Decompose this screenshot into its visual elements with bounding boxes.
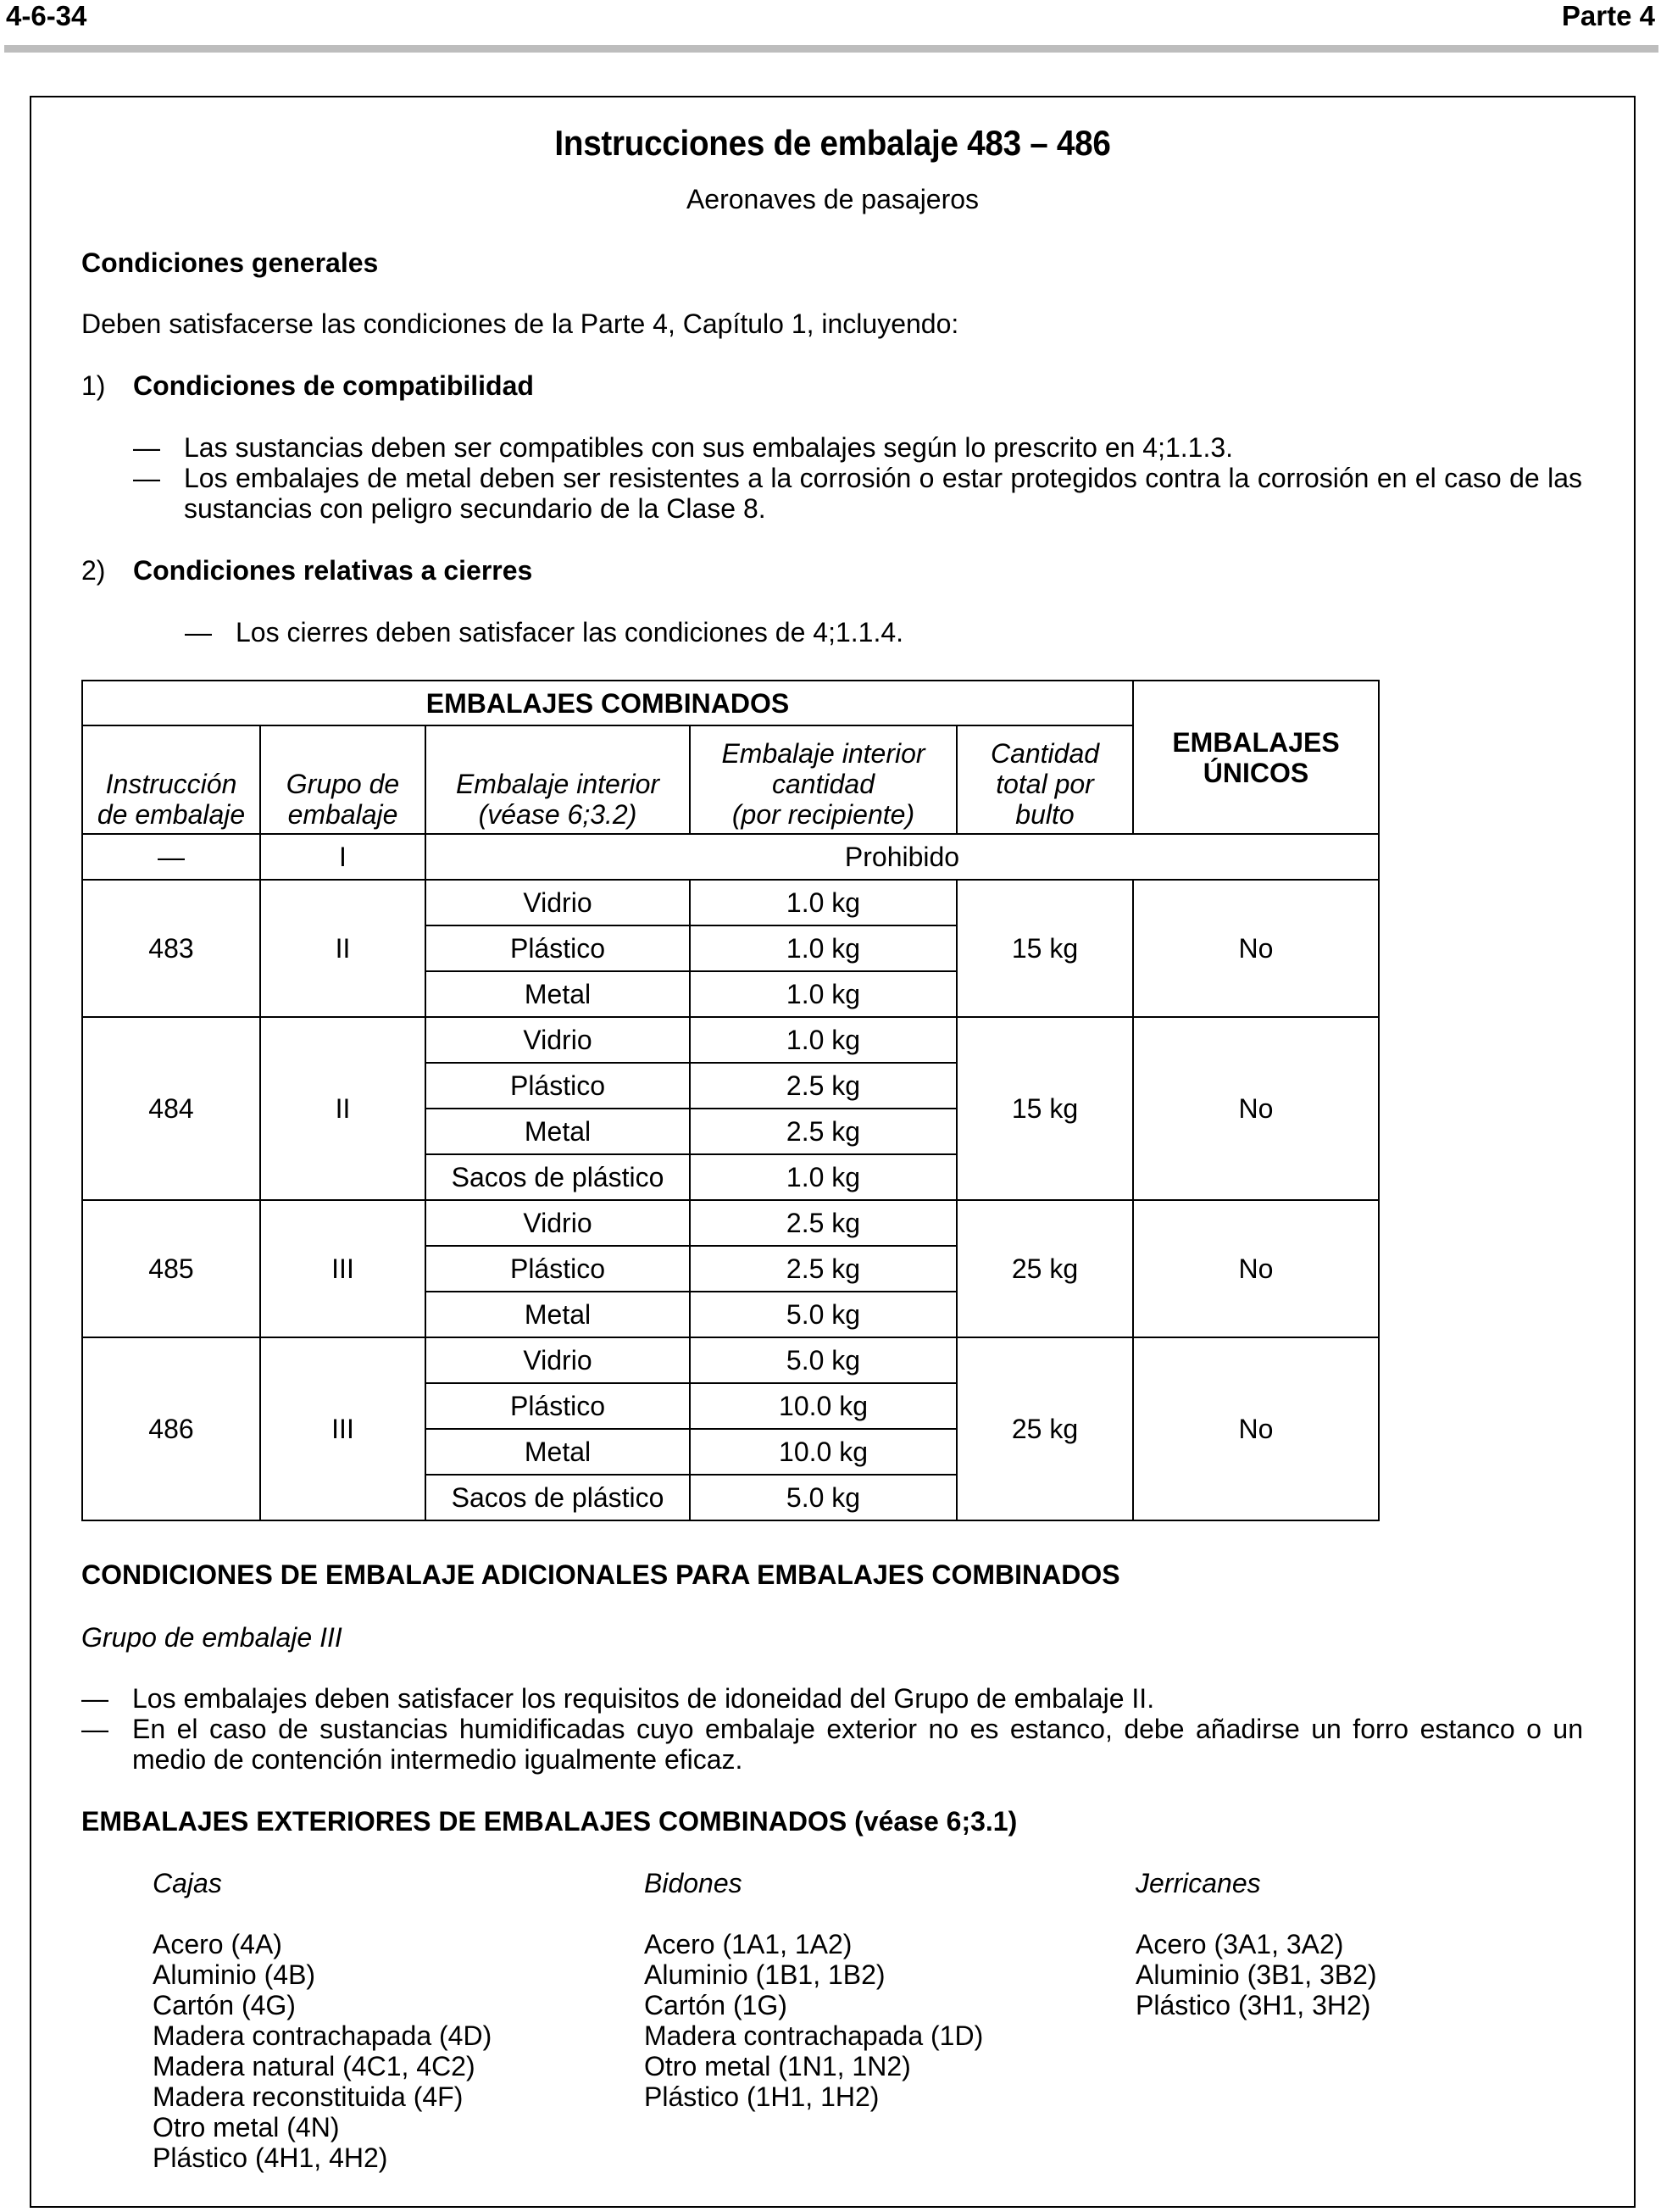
list-item: Acero (3A1, 3A2) (1136, 1929, 1344, 1959)
forbidden-row (82, 834, 1379, 880)
general-intro: Deben satisfacerse las condiciones de la Parte 4, Capítulo 1, incluyendo: (81, 308, 959, 339)
list-item: Madera contrachapada (4D) (153, 2020, 492, 2051)
cell-qty: 5.0 kg (690, 1337, 957, 1383)
cell-single: No (1133, 880, 1379, 1017)
cell-inner: Plástico (425, 1383, 690, 1429)
list-item: Plástico (1H1, 1H2) (644, 2081, 880, 2112)
cell-inner: Vidrio (425, 1337, 690, 1383)
page-title: Instrucciones de embalaje 483 – 486 (554, 123, 1111, 163)
col-total (957, 725, 1133, 834)
cell-qty: 5.0 kg (690, 1292, 957, 1337)
list-item: Madera reconstituida (4F) (153, 2081, 464, 2112)
cell-inner: Sacos de plástico (425, 1475, 690, 1520)
dash-bullet: — (133, 463, 160, 493)
list-item: Cartón (4G) (153, 1990, 296, 2020)
cell-group: III (260, 1200, 425, 1337)
cell-qty: 1.0 kg (690, 1154, 957, 1200)
additional-subheading: Grupo de embalaje III (81, 1622, 342, 1653)
col-instruction (82, 725, 260, 834)
header-line: (por recipiente) (731, 799, 915, 830)
cell-instruction: 485 (82, 1200, 260, 1337)
cell-instruction: 486 (82, 1337, 260, 1520)
cell-instruction: 483 (82, 880, 260, 1017)
header-rule (4, 45, 1658, 53)
col-inner (425, 725, 690, 834)
header-line: total por (996, 769, 1094, 799)
list-item: Otro metal (1N1, 1N2) (644, 2051, 911, 2081)
cell-qty: 5.0 kg (690, 1475, 957, 1520)
cell-instruction: 484 (82, 1017, 260, 1200)
cell-total: 15 kg (957, 880, 1133, 1017)
cell-inner: Plástico (425, 1246, 690, 1292)
cell-total: 15 kg (957, 1017, 1133, 1200)
packing-table (81, 680, 1380, 1521)
header-line: Cantidad (990, 738, 1100, 769)
cell-qty: 1.0 kg (690, 880, 957, 925)
compat-item-2 (133, 463, 1582, 524)
dash-bullet: — (81, 1683, 108, 1714)
cell-inner: Vidrio (425, 1017, 690, 1063)
list-item: Madera contrachapada (1D) (644, 2020, 984, 2051)
outer-column-boxes (153, 1868, 492, 2173)
section-2-number: 2) (81, 555, 106, 586)
additional-item-text: Los embalajes deben satisfacer los requisitos de idoneidad del Grupo de embalaje II. (132, 1683, 1155, 1714)
section-2-heading: Condiciones relativas a cierres (133, 555, 533, 586)
closure-item-text: Los cierres deben satisfacer las condiciones de 4;1.1.4. (236, 617, 904, 647)
compat-item-1 (133, 432, 1582, 463)
cell-qty: 2.5 kg (690, 1063, 957, 1109)
section-1-number: 1) (81, 370, 106, 401)
list-item: Acero (1A1, 1A2) (644, 1929, 853, 1959)
cell-total: 25 kg (957, 1200, 1133, 1337)
page-number: 4-6-34 (6, 0, 87, 31)
cell-inner: Metal (425, 1109, 690, 1154)
outer-column-drums (644, 1868, 983, 2112)
list-item: Acero (4A) (153, 1929, 282, 1959)
cell-qty: 1.0 kg (690, 925, 957, 971)
cell-group: II (260, 1017, 425, 1200)
compat-item-text: Los embalajes de metal deben ser resistentes a la corrosión o estar protegidos contra la corrosión en el caso de las sustancias con peligro secundario de la Clase 8. (184, 463, 1582, 524)
cell-inner: Metal (425, 1292, 690, 1337)
single-header (1133, 681, 1379, 834)
running-head (0, 0, 1661, 49)
dash-bullet: — (133, 432, 160, 463)
cell-qty: 1.0 kg (690, 971, 957, 1017)
column-title: Cajas (153, 1868, 222, 1898)
combined-header: EMBALAJES COMBINADOS (82, 681, 1133, 725)
header-line: Grupo de (286, 769, 400, 799)
list-item: Aluminio (1B1, 1B2) (644, 1959, 886, 1990)
outer-heading: EMBALAJES EXTERIORES DE EMBALAJES COMBINADOS (véase 6;3.1) (81, 1806, 1018, 1837)
table-row (82, 1200, 1379, 1246)
header-line: embalaje (287, 799, 398, 830)
cell-qty: 2.5 kg (690, 1109, 957, 1154)
cell-inner: Metal (425, 971, 690, 1017)
cell-group: II (260, 880, 425, 1017)
column-title: Bidones (644, 1868, 742, 1898)
section-1-heading: Condiciones de compatibilidad (133, 370, 534, 401)
additional-heading: CONDICIONES DE EMBALAJE ADICIONALES PARA EMBALAJES COMBINADOS (81, 1559, 1120, 1590)
list-item: Madera natural (4C1, 4C2) (153, 2051, 475, 2081)
list-item: Otro metal (4N) (153, 2112, 340, 2143)
cell-inner: Sacos de plástico (425, 1154, 690, 1200)
additional-item-text: En el caso de sustancias humidificadas cuyo embalaje exterior no es estanco, debe añadirse un forro estanco o un medio de contención intermedio igualmente eficaz. (132, 1714, 1583, 1775)
cell-inner: Vidrio (425, 1200, 690, 1246)
cell-inner: Plástico (425, 1063, 690, 1109)
part-label: Parte 4 (1561, 0, 1655, 31)
cell-inner: Metal (425, 1429, 690, 1475)
table-row (82, 880, 1379, 925)
list-item: Plástico (4H1, 4H2) (153, 2143, 388, 2173)
additional-item-1 (81, 1683, 1583, 1714)
cell-instruction: — (82, 834, 260, 880)
header-line: (véase 6;3.2) (478, 799, 637, 830)
page-subtitle: Aeronaves de pasajeros (686, 184, 980, 214)
header-line: Embalaje interior (721, 738, 925, 769)
header-line: Embalaje interior (455, 769, 660, 799)
cell-forbidden: Prohibido (425, 834, 1379, 880)
list-item: Plástico (3H1, 3H2) (1136, 1990, 1371, 2020)
compat-item-text: Las sustancias deben ser compatibles con sus embalajes según lo prescrito en 4;1.1.3. (184, 432, 1234, 463)
list-item: Aluminio (3B1, 3B2) (1136, 1959, 1377, 1990)
cell-group: I (260, 834, 425, 880)
column-title: Jerricanes (1136, 1868, 1261, 1898)
table-row (82, 1017, 1379, 1063)
single-header-line: ÚNICOS (1203, 757, 1309, 788)
cell-total: 25 kg (957, 1337, 1133, 1520)
cell-single: No (1133, 1017, 1379, 1200)
dash-bullet: — (81, 1714, 108, 1744)
list-item: Cartón (1G) (644, 1990, 787, 2020)
cell-qty: 1.0 kg (690, 1017, 957, 1063)
col-qty (690, 725, 957, 834)
cell-qty: 10.0 kg (690, 1429, 957, 1475)
closure-item-1 (185, 617, 1286, 647)
dash-bullet: — (185, 617, 212, 647)
cell-single: No (1133, 1337, 1379, 1520)
cell-qty: 2.5 kg (690, 1246, 957, 1292)
general-heading: Condiciones generales (81, 247, 379, 278)
col-group (260, 725, 425, 834)
table-row (82, 1337, 1379, 1383)
cell-single: No (1133, 1200, 1379, 1337)
single-header-line: EMBALAJES (1172, 726, 1340, 758)
cell-qty: 2.5 kg (690, 1200, 957, 1246)
header-line: bulto (1015, 799, 1075, 830)
header-line: Instrucción (105, 769, 237, 799)
cell-inner: Plástico (425, 925, 690, 971)
header-line: de embalaje (97, 799, 246, 830)
cell-group: III (260, 1337, 425, 1520)
header-line: cantidad (772, 769, 875, 799)
outer-column-jerricans (1136, 1868, 1377, 2020)
list-item: Aluminio (4B) (153, 1959, 316, 1990)
cell-qty: 10.0 kg (690, 1383, 957, 1429)
table-header-row-1 (82, 681, 1379, 725)
cell-inner: Vidrio (425, 880, 690, 925)
additional-item-2 (81, 1714, 1583, 1775)
